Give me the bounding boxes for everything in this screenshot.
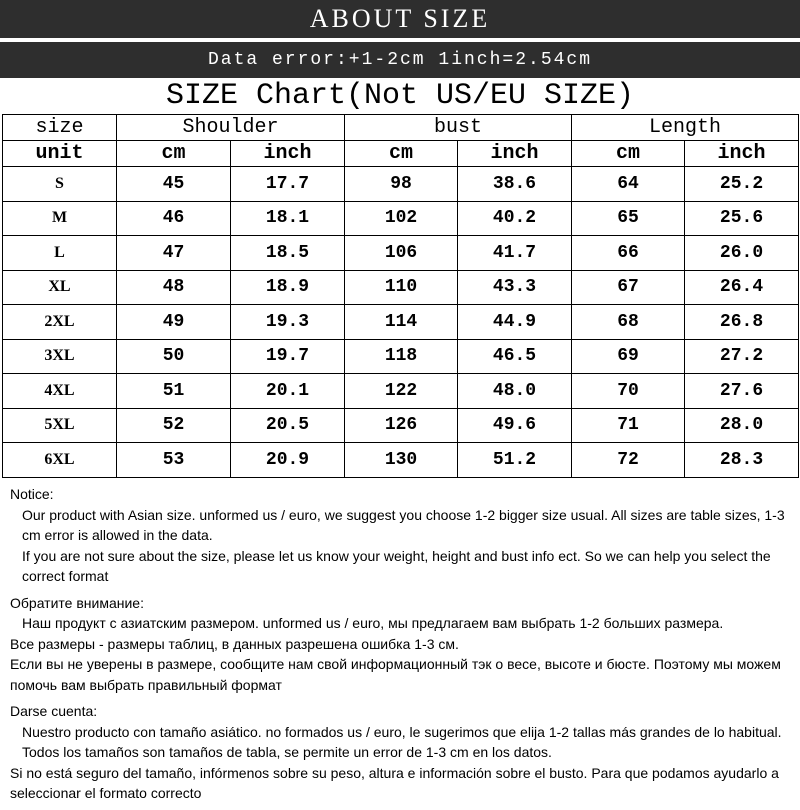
size-table: [2, 114, 799, 478]
cell-bust-cm: 122: [345, 374, 458, 409]
cell-length-cm: 70: [572, 374, 685, 409]
unit-shoulder-cm: cm: [117, 141, 231, 167]
cell-shoulder-cm: 48: [117, 270, 231, 305]
cell-length-inch: 25.2: [685, 167, 799, 202]
cell-shoulder-cm: 49: [117, 305, 231, 340]
cell-shoulder-inch: 18.9: [231, 270, 345, 305]
cell-bust-inch: 49.6: [458, 408, 572, 443]
unit-shoulder-inch: inch: [231, 141, 345, 167]
cell-length-cm: 64: [572, 167, 685, 202]
table-row: [3, 408, 799, 443]
notice-ru-heading: Обратите внимание:: [10, 594, 144, 611]
cell-size: 5XL: [3, 408, 117, 443]
cell-shoulder-inch: 18.5: [231, 236, 345, 271]
table-row: [3, 270, 799, 305]
notice-ru-para3: Если вы не уверены в размере, сообщите нам свой информационный тэк о весе, высоте и бюсте. Поэтому мы можем помочь вам выбрать правильный формат: [10, 656, 781, 693]
cell-size: 3XL: [3, 339, 117, 374]
cell-bust-inch: 41.7: [458, 236, 572, 271]
data-error-bar: [0, 42, 800, 78]
cell-bust-inch: 46.5: [458, 339, 572, 374]
cell-length-cm: 71: [572, 408, 685, 443]
table-row: [3, 339, 799, 374]
cell-shoulder-inch: 19.3: [231, 305, 345, 340]
table-row: [3, 305, 799, 340]
cell-bust-inch: 38.6: [458, 167, 572, 202]
cell-shoulder-inch: 19.7: [231, 339, 345, 374]
table-row: [3, 443, 799, 478]
table-row: [3, 201, 799, 236]
cell-shoulder-inch: 20.5: [231, 408, 345, 443]
cell-size: 4XL: [3, 374, 117, 409]
cell-length-cm: 66: [572, 236, 685, 271]
table-row: [3, 167, 799, 202]
table-row: [3, 236, 799, 271]
cell-length-inch: 26.8: [685, 305, 799, 340]
cell-size: S: [3, 167, 117, 202]
cell-length-inch: 26.4: [685, 270, 799, 305]
table-unit-header-row: [3, 141, 799, 167]
cell-length-cm: 67: [572, 270, 685, 305]
notice-spanish: [10, 701, 796, 804]
cell-length-cm: 68: [572, 305, 685, 340]
cell-bust-cm: 106: [345, 236, 458, 271]
cell-bust-cm: 114: [345, 305, 458, 340]
notice-en-heading: Notice:: [10, 486, 54, 502]
cell-length-inch: 25.6: [685, 201, 799, 236]
cell-shoulder-cm: 53: [117, 443, 231, 478]
cell-shoulder-cm: 51: [117, 374, 231, 409]
unit-bust-inch: inch: [458, 141, 572, 167]
cell-length-inch: 28.3: [685, 443, 799, 478]
cell-bust-cm: 102: [345, 201, 458, 236]
cell-shoulder-cm: 50: [117, 339, 231, 374]
cell-length-inch: 27.2: [685, 339, 799, 374]
notice-english: [10, 484, 796, 587]
cell-length-inch: 27.6: [685, 374, 799, 409]
notice-es-para2: Si no está seguro del tamaño, infórmenos sobre su peso, altura e información sobre el busto. Para que podamos ayudarlo a seleccionar el formato correcto: [10, 764, 779, 801]
group-length: Length: [572, 115, 799, 141]
cell-length-cm: 65: [572, 201, 685, 236]
cell-size: M: [3, 201, 117, 236]
cell-shoulder-cm: 45: [117, 167, 231, 202]
cell-bust-cm: 130: [345, 443, 458, 478]
notice-ru-para1: Наш продукт с азиатским размером. unformed us / euro, мы предлагаем вам выбрать 1-2 больших размера.: [22, 615, 724, 631]
cell-bust-inch: 40.2: [458, 201, 572, 236]
cell-bust-inch: 44.9: [458, 305, 572, 340]
cell-bust-cm: 126: [345, 408, 458, 443]
cell-shoulder-inch: 17.7: [231, 167, 345, 202]
notice-en-para1: Our product with Asian size. unformed us / euro, we suggest you choose 1-2 bigger size usual. All sizes are table sizes, 1-3 cm error is allowed in the data.: [22, 506, 785, 543]
table-group-header-row: [3, 115, 799, 141]
group-bust: bust: [345, 115, 572, 141]
cell-shoulder-cm: 47: [117, 236, 231, 271]
cell-size: XL: [3, 270, 117, 305]
notice-en-para2: If you are not sure about the size, please let us know your weight, height and bust info ect. So we can help you select the correct format: [22, 547, 771, 584]
cell-size: 6XL: [3, 443, 117, 478]
cell-shoulder-inch: 20.9: [231, 443, 345, 478]
notice-section: [10, 484, 796, 810]
about-size-title: ABOUT SIZE: [309, 4, 491, 33]
unit-bust-cm: cm: [345, 141, 458, 167]
cell-bust-inch: 51.2: [458, 443, 572, 478]
cell-bust-cm: 118: [345, 339, 458, 374]
cell-length-inch: 28.0: [685, 408, 799, 443]
cell-length-inch: 26.0: [685, 236, 799, 271]
group-shoulder: Shoulder: [117, 115, 345, 141]
col-size-label: size: [3, 115, 117, 141]
cell-shoulder-cm: 52: [117, 408, 231, 443]
cell-shoulder-inch: 20.1: [231, 374, 345, 409]
cell-bust-cm: 110: [345, 270, 458, 305]
cell-length-cm: 69: [572, 339, 685, 374]
notice-es-para1: Nuestro producto con tamaño asiático. no formados us / euro, le sugerimos que elija 1-2 tallas más grandes de lo habitual. Todos los tamaños son tamaños de tabla, se permite un error de 1-3 cm en los datos.: [22, 723, 782, 760]
col-unit-label: unit: [3, 141, 117, 167]
cell-size: L: [3, 236, 117, 271]
size-chart-title: SIZE Chart(Not US/EU SIZE): [165, 79, 635, 113]
cell-bust-cm: 98: [345, 167, 458, 202]
cell-bust-inch: 48.0: [458, 374, 572, 409]
cell-size: 2XL: [3, 305, 117, 340]
cell-shoulder-inch: 18.1: [231, 201, 345, 236]
cell-bust-inch: 43.3: [458, 270, 572, 305]
notice-es-heading: Darse cuenta:: [10, 703, 98, 719]
data-error-text: Data error:+1-2cm 1inch=2.54cm: [207, 50, 593, 70]
cell-shoulder-cm: 46: [117, 201, 231, 236]
table-row: [3, 374, 799, 409]
about-size-header: [0, 0, 800, 40]
cell-length-cm: 72: [572, 443, 685, 478]
notice-ru-para2: Все размеры - размеры таблиц, в данных разрешена ошибка 1-3 см.: [10, 635, 459, 652]
unit-length-inch: inch: [685, 141, 799, 167]
unit-length-cm: cm: [572, 141, 685, 167]
notice-russian: [10, 593, 796, 696]
